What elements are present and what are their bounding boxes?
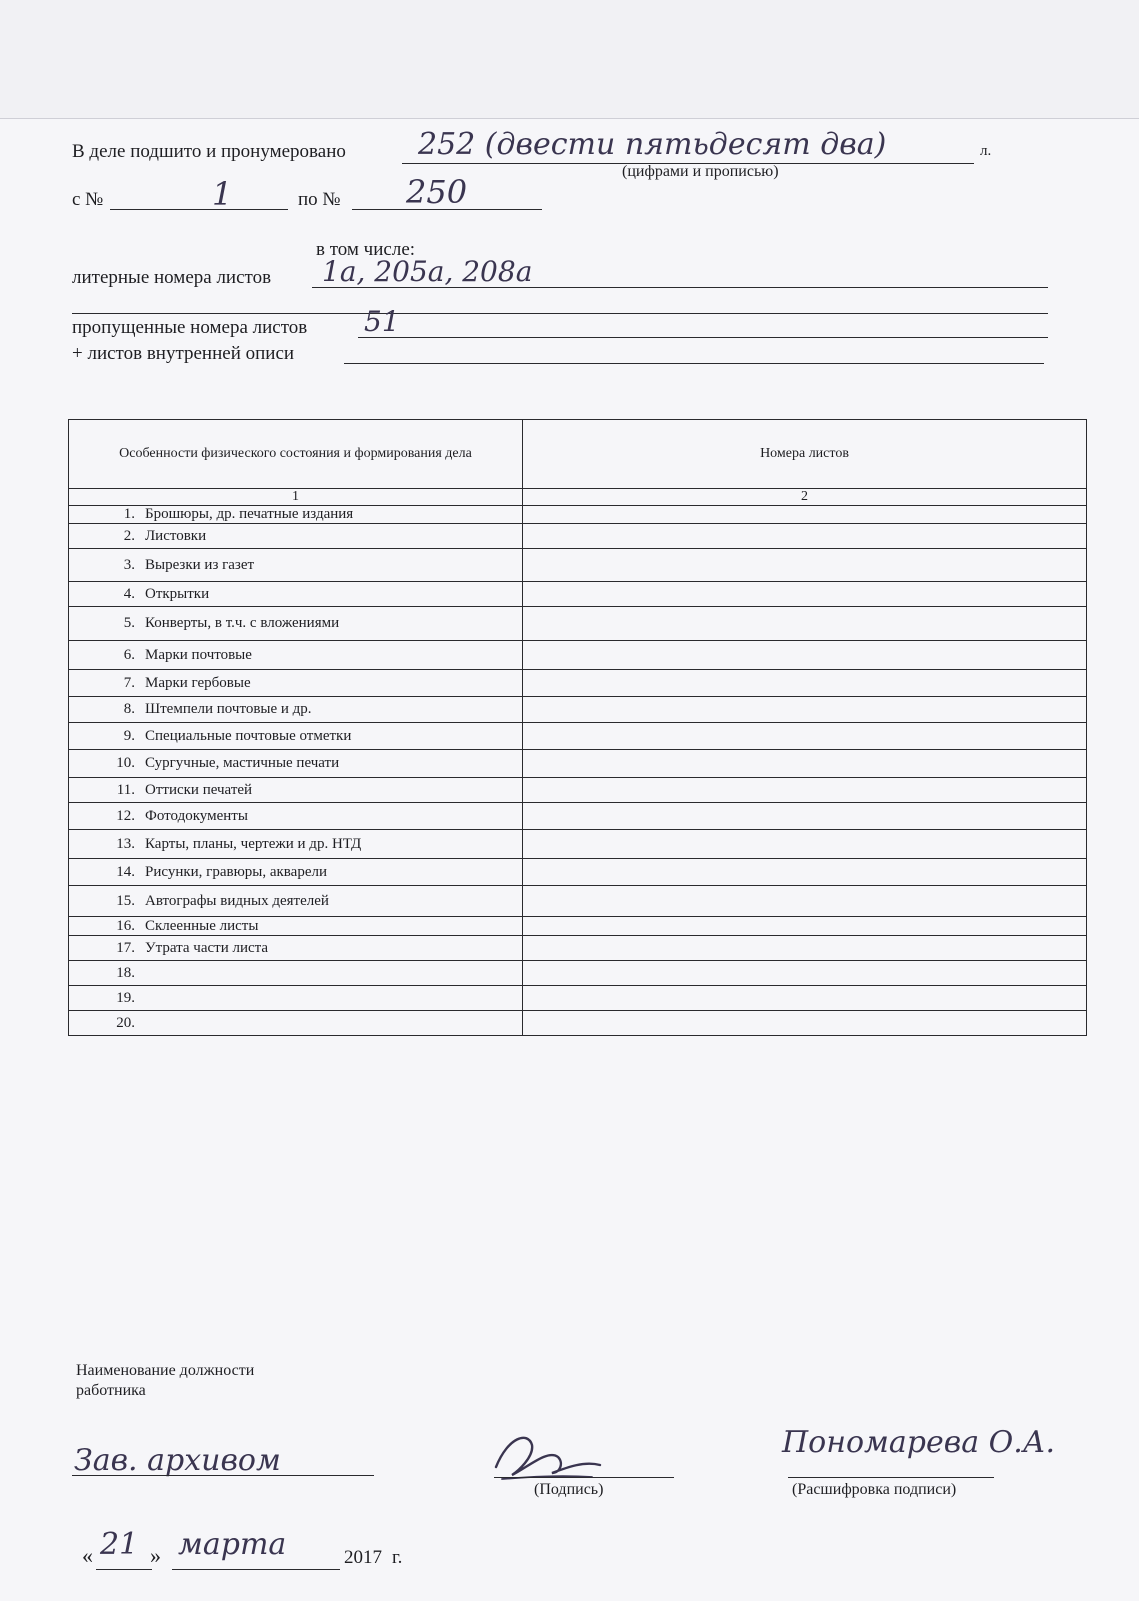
row-number: 18. — [116, 964, 135, 981]
date-suffix: г. — [392, 1547, 403, 1568]
including-label: в том числе: — [316, 239, 416, 260]
missed-label: пропущенные номера листов — [72, 317, 308, 338]
table-row — [69, 886, 1087, 917]
date-month-underline — [172, 1569, 340, 1570]
table-row — [69, 524, 1087, 549]
row-sheet-numbers-cell[interactable] — [523, 1011, 1087, 1036]
row-description-cell — [69, 723, 523, 750]
row-sheet-numbers-cell[interactable] — [523, 607, 1087, 641]
row-sheet-numbers-cell[interactable] — [523, 830, 1087, 859]
table-header-row — [69, 420, 1087, 489]
table-row — [69, 1011, 1087, 1036]
row-text: Склеенные листы — [145, 917, 259, 934]
table-row — [69, 750, 1087, 778]
signature-hint: (Подпись) — [534, 1481, 604, 1498]
row-number: 9. — [123, 727, 135, 744]
row-description-cell — [69, 936, 523, 961]
count-label: В деле подшито и пронумеровано — [72, 141, 346, 162]
row-number: 3. — [123, 556, 135, 573]
row-text: Сургучные, мастичные печати — [145, 755, 340, 771]
row-description-cell — [69, 607, 523, 641]
row-sheet-numbers-cell[interactable] — [523, 986, 1087, 1011]
table-row — [69, 641, 1087, 670]
row-sheet-numbers-cell[interactable] — [523, 641, 1087, 670]
row-number: 16. — [116, 917, 135, 934]
row-number: 2. — [123, 527, 135, 544]
row-text: Утрата части листа — [145, 939, 269, 956]
table-row — [69, 582, 1087, 607]
row-sheet-numbers-cell[interactable] — [523, 936, 1087, 961]
from-value: 1 — [212, 175, 233, 213]
decode-underline — [788, 1477, 994, 1478]
row-sheet-numbers-cell[interactable] — [523, 961, 1087, 986]
row-number: 1. — [123, 506, 135, 522]
signature-underline — [494, 1477, 674, 1478]
row-text: Марки почтовые — [145, 646, 252, 663]
document-page — [0, 118, 1139, 1601]
table-row — [69, 670, 1087, 697]
date-year: 2017 — [344, 1547, 382, 1568]
count-unit: л. — [980, 143, 992, 159]
count-hint: (цифрами и прописью) — [622, 163, 779, 180]
inner-label: + листов внутренней описи — [72, 343, 295, 364]
row-description-cell — [69, 750, 523, 778]
missed-underline — [358, 337, 1048, 338]
table-row — [69, 917, 1087, 936]
row-number: 11. — [116, 781, 135, 798]
decode-hint: (Расшифровка подписи) — [792, 1481, 957, 1498]
letter-underline-2 — [72, 313, 1048, 314]
table-row — [69, 936, 1087, 961]
row-sheet-numbers-cell[interactable] — [523, 582, 1087, 607]
row-sheet-numbers-cell[interactable] — [523, 524, 1087, 549]
position-underline — [72, 1475, 374, 1476]
row-number: 15. — [116, 892, 135, 909]
table-row — [69, 830, 1087, 859]
table-numbering-row — [69, 489, 1087, 506]
row-text: Рисунки, гравюры, акварели — [145, 863, 328, 880]
missed-value: 51 — [364, 305, 400, 338]
row-number: 12. — [116, 807, 135, 824]
row-description-cell — [69, 697, 523, 723]
row-text: Конверты, в т.ч. с вложениями — [145, 615, 340, 631]
col1-number: 1 — [69, 489, 523, 506]
row-sheet-numbers-cell[interactable] — [523, 549, 1087, 582]
row-number: 13. — [116, 835, 135, 852]
table-row — [69, 961, 1087, 986]
background-sheet — [0, 0, 1139, 130]
row-sheet-numbers-cell[interactable] — [523, 803, 1087, 830]
table-row — [69, 803, 1087, 830]
date-month: марта — [178, 1527, 287, 1562]
row-description-cell — [69, 830, 523, 859]
table-row — [69, 723, 1087, 750]
row-number: 19. — [116, 989, 135, 1006]
row-sheet-numbers-cell[interactable] — [523, 750, 1087, 778]
from-underline — [110, 209, 288, 210]
row-sheet-numbers-cell[interactable] — [523, 778, 1087, 803]
row-description-cell — [69, 670, 523, 697]
decode-value: Пономарева О.А. — [782, 1425, 1056, 1460]
row-description-cell — [69, 961, 523, 986]
table-row — [69, 697, 1087, 723]
row-description-cell — [69, 803, 523, 830]
letter-label: литерные номера листов — [72, 267, 272, 288]
row-text: Автографы видных деятелей — [145, 892, 329, 909]
date-open: « — [82, 1543, 93, 1568]
row-text: Листовки — [145, 527, 207, 544]
row-text: Брошюры, др. печатные издания — [145, 506, 354, 522]
date-day-underline — [96, 1569, 152, 1570]
signature-mark — [488, 1427, 608, 1487]
col1-header: Особенности физического состояния и формирования дела — [69, 420, 523, 489]
position-label: Наименование должности работника — [76, 1362, 255, 1399]
row-sheet-numbers-cell[interactable] — [523, 886, 1087, 917]
row-description-cell — [69, 549, 523, 582]
row-text: Оттиски печатей — [145, 781, 253, 798]
count-handwritten: 252 (двести пятьдесят два) — [418, 127, 887, 162]
row-text: Фотодокументы — [145, 807, 248, 824]
row-number: 8. — [123, 701, 135, 717]
row-text: Марки гербовые — [145, 674, 251, 691]
col2-number: 2 — [523, 489, 1087, 506]
row-description-cell — [69, 986, 523, 1011]
row-description-cell — [69, 506, 523, 524]
row-number: 4. — [123, 585, 135, 602]
date-close: » — [150, 1543, 161, 1568]
inner-underline — [344, 363, 1044, 364]
table-row — [69, 986, 1087, 1011]
row-number: 10. — [116, 755, 135, 771]
row-sheet-numbers-cell[interactable] — [523, 859, 1087, 886]
row-number: 17. — [116, 939, 135, 956]
row-description-cell — [69, 641, 523, 670]
letter-value: 1а, 205а, 208а — [322, 255, 533, 288]
row-description-cell — [69, 778, 523, 803]
row-text: Открытки — [145, 585, 210, 602]
row-text: Штемпели почтовые и др. — [145, 701, 312, 717]
row-description-cell — [69, 582, 523, 607]
table-row — [69, 607, 1087, 641]
row-number: 6. — [123, 646, 135, 663]
row-description-cell — [69, 886, 523, 917]
table-row — [69, 859, 1087, 886]
row-number: 5. — [123, 615, 135, 631]
row-description-cell — [69, 917, 523, 936]
date-day: 21 — [100, 1527, 139, 1562]
row-text: Специальные почтовые отметки — [145, 727, 352, 744]
row-sheet-numbers-cell[interactable] — [523, 917, 1087, 936]
table-row — [69, 506, 1087, 524]
table-row — [69, 778, 1087, 803]
row-text: Карты, планы, чертежи и др. НТД — [145, 835, 362, 852]
table-row — [69, 549, 1087, 582]
row-sheet-numbers-cell[interactable] — [523, 723, 1087, 750]
row-sheet-numbers-cell[interactable] — [523, 506, 1087, 524]
position-value: Зав. архивом — [74, 1443, 281, 1478]
to-value: 250 — [406, 173, 468, 211]
row-description-cell — [69, 1011, 523, 1036]
to-label: по № — [298, 189, 341, 210]
row-number: 7. — [123, 674, 135, 691]
row-sheet-numbers-cell[interactable] — [523, 697, 1087, 723]
row-sheet-numbers-cell[interactable] — [523, 670, 1087, 697]
col2-header: Номера листов — [523, 420, 1087, 489]
condition-table — [68, 419, 1087, 1036]
row-description-cell — [69, 524, 523, 549]
row-text: Вырезки из газет — [145, 556, 255, 573]
row-number: 14. — [116, 863, 135, 880]
row-number: 20. — [116, 1014, 135, 1031]
from-label: с № — [72, 189, 104, 210]
row-description-cell — [69, 859, 523, 886]
